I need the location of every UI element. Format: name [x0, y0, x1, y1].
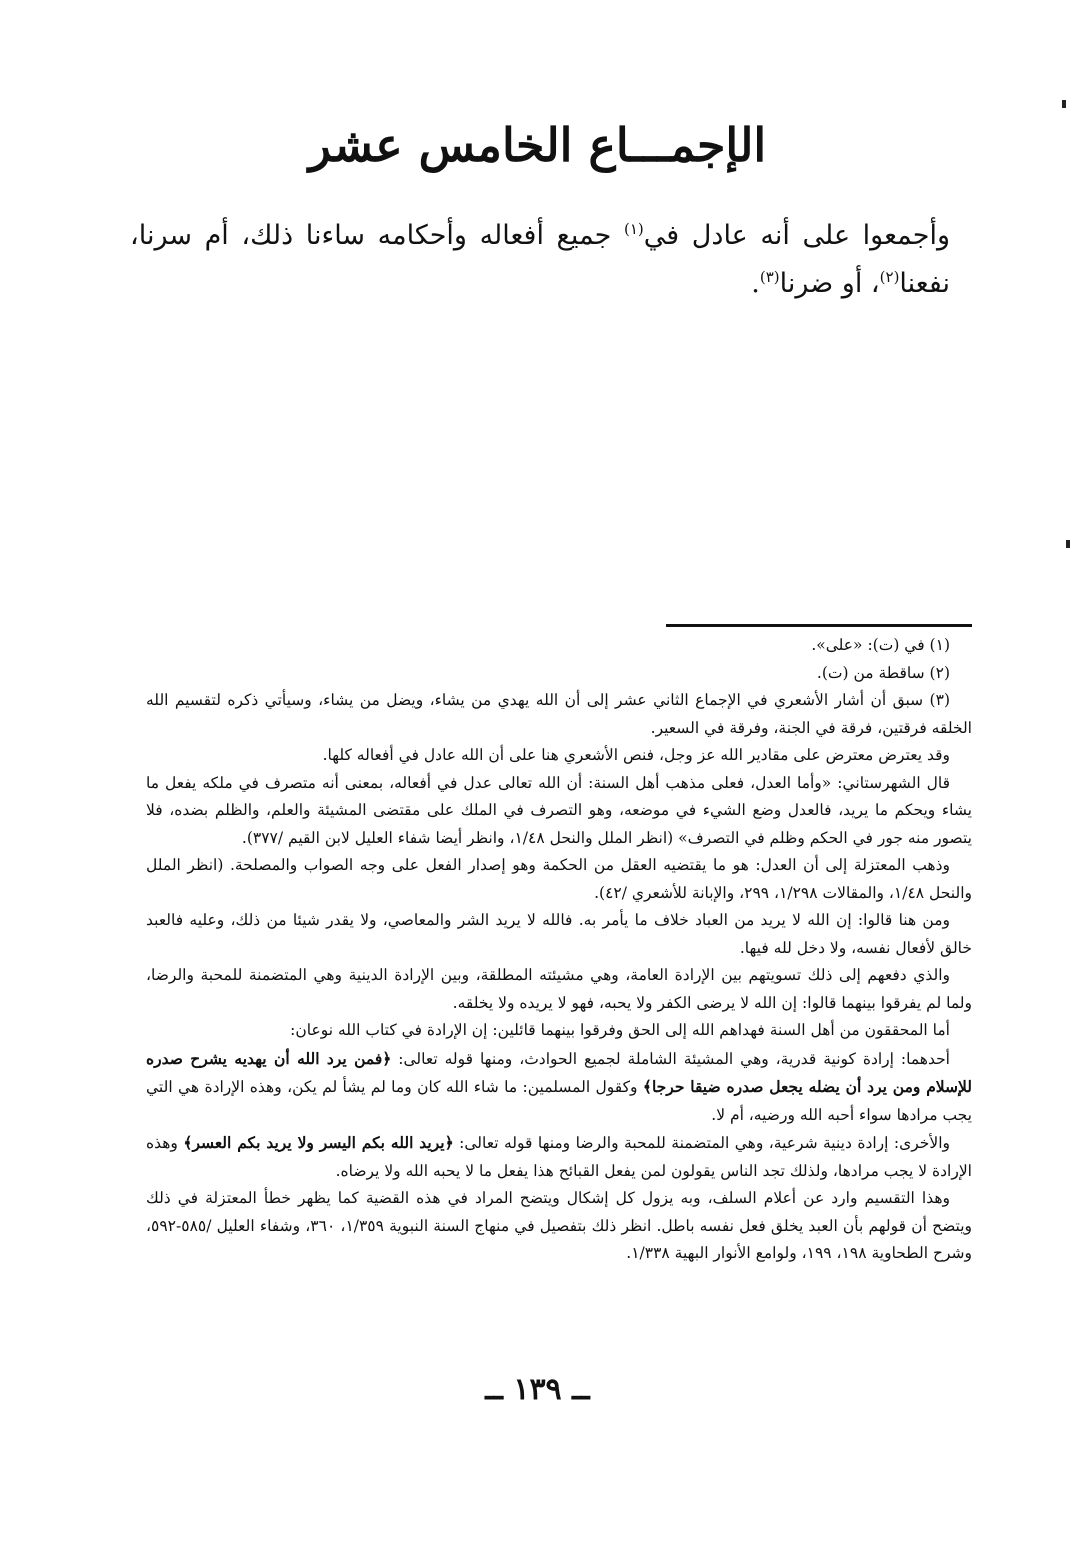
footnote-separator — [666, 624, 972, 627]
chapter-title: الإجمـــاع الخامس عشر — [308, 118, 767, 172]
main-text — [130, 212, 950, 308]
footnote-text: وكقول المسلمين: ما شاء الله كان وما لم يشأ لم يكن، وهذه الإرادة هي التي يجب مرادها سواء أحبه الله ورضيه، أم لا. — [146, 1078, 972, 1124]
quran-verse: ﴿يريد الله بكم اليسر ولا يريد بكم العسر﴾ — [183, 1133, 454, 1152]
footnote-paragraph — [146, 1045, 972, 1130]
footnote-ref-3: (٣) — [759, 268, 780, 286]
footnote-text: والأخرى: إرادة دينية شرعية، وهي المتضمنة للمحبة والرضا ومنها قوله تعالى: — [453, 1134, 950, 1152]
footnote-paragraph: والذي دفعهم إلى ذلك تسويتهم بين الإرادة العامة، وهي مشيئته المطلقة، وبين الإرادة الدينية وهي المتضمنة للمحبة والرضا، ولما لم يفرقوا بينهما قالوا: إن الله لا يرضى الكفر ولا يحبه، فهو لا يريده ولا يخلقه. — [146, 966, 972, 1012]
page-number: ــ ١٣٩ ــ — [485, 1372, 590, 1407]
footnote-paragraph: قال الشهرستاني: «وأما العدل، فعلى مذهب أهل السنة: أن الله تعالى عدل في أفعاله، بمعنى أنه متصرف في ملكه يفعل ما يشاء ويحكم ما يريد، فالعدل وضع الشيء في موضعه، وهو التصرف في الملك على مقتضى المشيئة والعلم، والظلم بضده، فلا يتصور منه جور في الحكم وظلم في التصرف» (انظر الملل والنحل ١/٤٨، وانظر أيضا شفاء العليل لابن القيم /٣٧٧). — [146, 773, 972, 847]
main-text-part: جميع أفعاله وأحكامه ساءنا ذلك، أم سرنا، نفعنا — [130, 220, 950, 299]
main-text-part: وأجمعوا على أنه عادل في — [643, 220, 950, 251]
footnote-2: (٢) ساقطة من (ت). — [816, 663, 950, 682]
scan-mark — [1066, 540, 1070, 548]
footnote-1: (١) في (ت): «على». — [811, 636, 950, 654]
footnote-paragraph: وذهب المعتزلة إلى أن العدل: هو ما يقتضيه العقل من الحكمة وهو إصدار الفعل على وجه الصواب والمصلحة. (انظر الملل والنحل ١/٤٨، والمقالات ١/٢٩٨، ٢٩٩، والإبانة للأشعري /٤٢). — [146, 856, 972, 902]
footnote-paragraph: أما المحققون من أهل السنة فهداهم الله إلى الحق وفرقوا بينهما قائلين: إن الإرادة في كتاب الله نوعان: — [290, 1021, 950, 1039]
footnote-ref-2: (٢) — [879, 268, 900, 286]
scan-mark — [1062, 100, 1066, 108]
footnote-ref-1: (١) — [624, 220, 644, 238]
footnotes — [146, 632, 972, 1268]
main-text-part: . — [751, 268, 760, 299]
footnote-paragraph: وقد يعترض معترض على مقادير الله عز وجل، فنص الأشعري هنا على أن الله عادل في أفعاله كلها. — [322, 746, 950, 764]
footnote-text: أحدهما: إرادة كونية قدرية، وهي المشيئة الشاملة لجميع الحوادث، ومنها قوله تعالى: — [391, 1049, 950, 1068]
footnote-3: (٣) سبق أن أشار الأشعري في الإجماع الثاني عشر إلى أن الله يهدي من يشاء، ويضل من يشاء، وسيأتي ذكره لتقسيم الله الخلقه فرقتين، فرقة في الجنة، وفرقة في السعير. — [146, 691, 972, 737]
main-text-part: ، أو ضرنا — [779, 268, 880, 299]
footnote-text: وهذه الإرادة لا يجب مرادها، ولذلك تجد الناس يقولون لمن يفعل القبائح هذا يفعل ما لا يحبه الله ولا يرضاه. — [146, 1134, 972, 1180]
quran-verse: ﴿فمن يرد الله أن يهديه يشرح صدره للإسلام ومن يرد أن يضله يجعل صدره ضيقا حرجا﴾ — [146, 1048, 973, 1096]
footnote-paragraph: وهذا التقسيم وارد عن أعلام السلف، وبه يزول كل إشكال ويتضح المراد في هذه القضية كما يظهر خطأ المعتزلة في ذلك ويتضح أن قولهم بأن العبد يخلق فعل نفسه باطل. انظر ذلك بتفصيل في منهاج السنة النبوية ١/٣٥٩، ٣٦٠، وشفاء العليل /٥٨٥-٥٩٢، وشرح الطحاوية ١٩٨، ١٩٩، ولوامع الأنوار البهية ١/٣٣٨. — [146, 1189, 972, 1262]
footnote-paragraph — [146, 1129, 972, 1185]
footnote-paragraph: ومن هنا قالوا: إن الله لا يريد من العباد خلاف ما يأمر به. فالله لا يريد الشر والمعاصي، ولا يقدر شيئا من ذلك، وعليه فالعبد خالق لأفعال نفسه، ولا دخل لله فيها. — [146, 911, 972, 957]
